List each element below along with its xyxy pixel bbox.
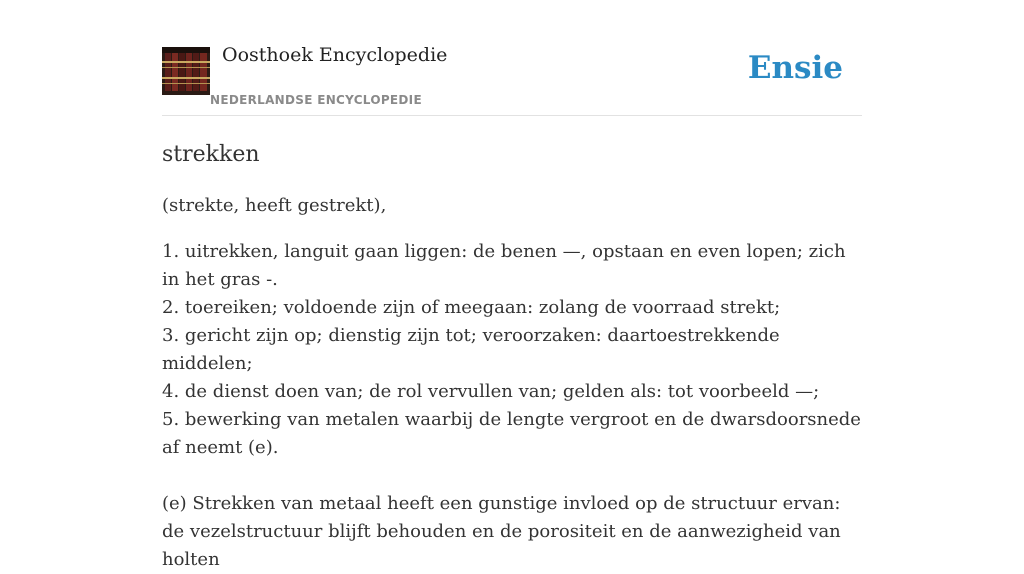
definition-item: 2. toereiken; voldoende zijn of meegaan: zolang de voorraad strekt;: [162, 297, 781, 318]
definition-item: 5. bewerking van metalen waarbij de lengte vergroot en de dwarsdoorsnede af neemt (e).: [162, 409, 861, 458]
entry-note: (e) Strekken van metaal heeft een gunstige invloed op de structuur ervan: de vezelstructuur blijft behouden en de porositeit en de aanwezigheid van holten: [162, 493, 841, 570]
entry-content: [162, 140, 862, 574]
definition-item: 3. gericht zijn op; dienstig zijn tot; veroorzaken: daartoestrekkende middelen;: [162, 325, 780, 374]
definition-item: 4. de dienst doen van; de rol vervullen van; gelden als: tot voorbeeld —;: [162, 381, 820, 402]
site-title[interactable]: Oosthoek Encyclopedie: [222, 44, 448, 66]
definition-item: 1. uitrekken, languit gaan liggen: de benen —, opstaan en even lopen; zich in het gras -.: [162, 241, 846, 290]
definition-list: [162, 238, 862, 462]
encyclopedia-books-icon[interactable]: [162, 47, 210, 95]
entry-term: strekken: [162, 142, 260, 167]
brand-logo-link[interactable]: Ensie: [747, 50, 843, 86]
site-header: [162, 0, 862, 116]
site-subtitle: NEDERLANDSE ENCYCLOPEDIE: [210, 93, 422, 107]
entry-grammar: (strekte, heeft gestrekt),: [162, 195, 387, 216]
